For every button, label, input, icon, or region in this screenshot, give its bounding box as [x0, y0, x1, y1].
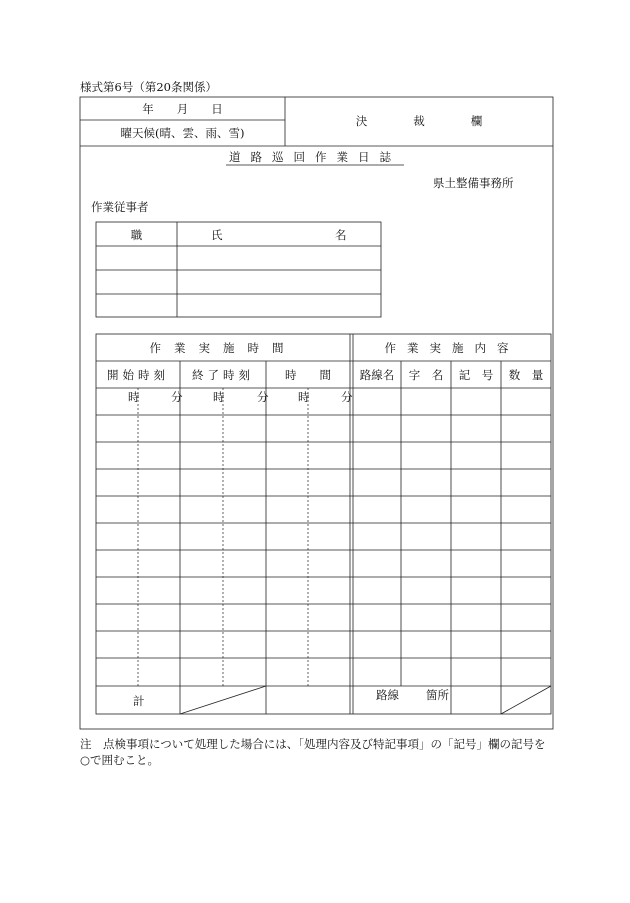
- main-table-frame: [96, 334, 551, 714]
- duration-header: 時 間: [285, 368, 331, 382]
- duration-minute-unit: 分: [341, 390, 353, 404]
- end-time-header: 終了時刻: [192, 368, 254, 382]
- end-hour-unit: 時: [213, 390, 225, 404]
- footer-route-label: 路線: [376, 688, 399, 702]
- outer-frame: [80, 97, 553, 729]
- col-route-name: 路線名: [359, 368, 395, 382]
- workers-caption: 作業従事者: [91, 200, 149, 214]
- col-symbol: 記 号: [458, 368, 494, 382]
- col-name-header-2: 名: [335, 228, 347, 242]
- col-place-name: 字 名: [408, 368, 444, 382]
- col-position-header: 職: [130, 228, 143, 242]
- work-time-heading: 作業実施時間: [149, 341, 297, 355]
- start-hour-unit: 時: [128, 390, 140, 404]
- end-minute-unit: 分: [257, 390, 269, 404]
- start-minute-unit: 分: [171, 390, 183, 404]
- note-line-1: 注 点検事項について処理した場合には、「処理内容及び特記事項」の「記号」欄の記号を: [80, 737, 546, 751]
- form-number: 様式第6号（第20条関係）: [80, 80, 217, 94]
- col-quantity: 数 量: [508, 368, 544, 382]
- office-name: 県土整備事務所: [433, 176, 514, 190]
- date-label: 年 月 日: [142, 102, 223, 116]
- approval-label: 決 裁 欄: [355, 114, 483, 128]
- duration-hour-unit: 時: [298, 390, 310, 404]
- work-content-heading: 作業実施内容: [384, 341, 520, 355]
- start-time-header: 開始時刻: [107, 368, 169, 382]
- note-line-2: ○で囲むこと。: [80, 753, 160, 767]
- col-name-header-1: 氏: [211, 228, 223, 242]
- weather-label: 曜天候(晴、雲、雨、雪): [120, 126, 245, 140]
- total-label: 計: [133, 694, 145, 708]
- footer-place-label: 箇所: [426, 688, 449, 702]
- page-title: 道路巡回作業日誌: [229, 150, 401, 164]
